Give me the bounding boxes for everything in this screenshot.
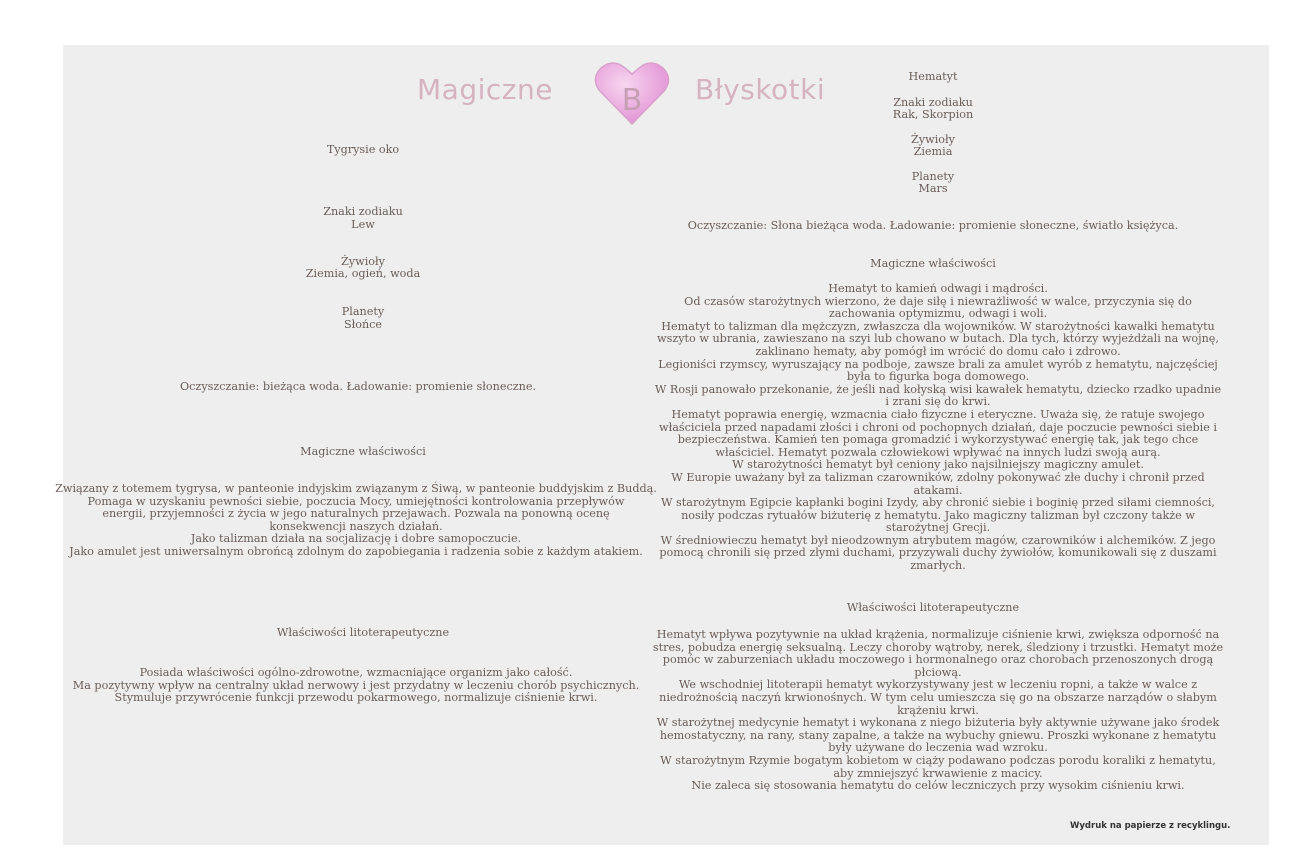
left-planets-label: Planety: [341, 305, 385, 318]
right-magic-text: Hematyt to kamień odwagi i mądrości. Od czasów starożytnych wierzono, że daje siłę i niewrażliwość w walce, przyczynia się do zachowania optymizmu, odwagi i woli. Hematyt to talizman dla mężczyzn, zwłaszcza dla wojowników. W starożytności kawałki hematytu wszyto w ubrania, zawieszano na szyi lub chowano w butach. Dla tych, którzy wyjeżdżali na wojnę, zaklinano hematy, aby pomógł im wrócić do domu cało i zdrowo. Legioniści rzymscy, wyruszający na podboje, zawsze brali za amulet wyrób z hematytu, najczęściej była to figurka boga domowego. W Rosji panowało przekonanie, że jeśli nad kołyską wisi kawałek hematytu, dziecko rzadko upadnie i zrani się do krwi. Hematyt poprawia energię, wzmacnia ciało fizyczne i eteryczne. Uważa się, że ratuje swojego właściciela przed napadami złości i chroni od pochopnych działań, daje poczucie pewności siebie i bezpieczeństwa. Kamień ten pomaga gromadzić i wykorzystywać energię tak, jak tego chce właściciel. Hematyt pozwala człowiekowi wpływać na innych ludzi swoją aurą. W starożytności hematyt był ceniony jako najsilniejszy magiczny amulet. W Europie uważany był za talizman czarowników, zdolny pokonywać złe duchy i chronił przed atakami. W starożytnym Egipcie kapłanki bogini Izydy, aby chronić siebie i boginię przed siłami ciemności, nosiły podczas rytuałów biżuterię z hematytu. Jako magiczny talizman był czczony także w starożytnej Grecji. W średniowieczu hematyt był nieodzownym atrybutem magów, czarowników i alchemików. Z jego pomocą chronili się przed złymi duchami, przyzywali duchy żywiołów, komunikowali się z duszami zmarłych.: [654, 282, 1222, 573]
right-elements-value: Ziemia: [913, 145, 953, 158]
right-stone-name: Hematyt: [908, 70, 958, 83]
left-cleansing-line: Oczyszczanie: bieżąca woda. Ładowanie: promienie słoneczne.: [179, 380, 537, 393]
heart-letter: B: [621, 83, 643, 118]
left-elements-label: Żywioły: [341, 255, 385, 268]
right-zodiac-value: Rak, Skorpion: [892, 108, 974, 121]
logo-word-right: Błyskotki: [695, 73, 826, 106]
paper-sheet: [55, 45, 1269, 845]
left-zodiac-value: Lew: [351, 218, 375, 231]
left-stone-name: Tygrysie oko: [326, 143, 400, 156]
right-elements-label: Żywioły: [911, 133, 955, 146]
left-litho-text: Posiada właściwości ogólno-zdrowotne, wzmacniające organizm jako całość. Ma pozytywny wpływ na centralny układ nerwowy i jest przydatny w leczeniu chorób psychicznych. Stymuluje przywrócenie funkcji przewodu pokarmowego, normalizuje ciśnienie krwi.: [72, 666, 640, 705]
right-litho-title: Właściwości litoterapeutyczne: [846, 601, 1020, 614]
right-planets-label: Planety: [911, 170, 955, 183]
left-zodiac-label: Znaki zodiaku: [323, 205, 403, 218]
recycled-paper-note: Wydruk na papierze z recyklingu.: [1070, 821, 1231, 831]
logo-word-left: Magiczne: [417, 73, 553, 106]
left-elements-value: Ziemia, ogień, woda: [305, 267, 421, 280]
right-cleansing-line: Oczyszczanie: Słona bieżąca woda. Ładowanie: promienie słoneczne, światło księżyca.: [687, 219, 1179, 232]
left-planets-value: Słońce: [343, 318, 383, 331]
right-planets-value: Mars: [918, 182, 948, 195]
left-magic-text: Związany z totemem tygrysa, w panteonie indyjskim związanym z Śiwą, w panteonie buddyjskim z Buddą. Pomaga w uzyskaniu pewności siebie, poczucia Mocy, umiejętności kontrolowania przepływów energii, przyjemności z życia w jego naturalnych przejawach. Pozwala na ponowną ocenę konsekwencji naszych działań. Jako talizman działa na socjalizację i dobre samopoczucie. Jako amulet jest uniwersalnym obrońcą zdolnym do zapobiegania i radzenia sobie z każdym atakiem.: [55, 482, 657, 558]
right-zodiac-label: Znaki zodiaku: [893, 96, 973, 109]
right-litho-text: Hematyt wpływa pozytywnie na układ krążenia, normalizuje ciśnienie krwi, zwiększa odporność na stres, pobudza energię seksualną. Leczy choroby wątroby, nerek, śledziony i trzustki. Hematyt może pomóc w zaburzeniach układu moczowego i hormonalnego oraz chorobach przenoszonych drogą płciową. We wschodniej litoterapii hematyt wykorzystywany jest w leczeniu ropni, a także w walce z niedrożnością naczyń krwionośnych. W tym celu umieszcza się go na obszarze narządów o słabym krążeniu krwi. W starożytnej medycynie hematyt i wykonana z niego biżuteria były aktywnie używane jako środek hemostatyczny, na rany, stany zapalne, a także na wybuchy gniewu. Proszki wykonane z hematytu były używane do leczenia wad wzroku. W starożytnym Rzymie bogatym kobietom w ciąży podawano podczas porodu koraliki z hematytu, aby zmniejszyć krwawienie z macicy. Nie zaleca się stosowania hematytu do celów leczniczych przy wysokim ciśnieniu krwi.: [652, 628, 1224, 793]
right-magic-title: Magiczne właściwości: [870, 257, 996, 270]
heart-logo-icon: [593, 60, 671, 128]
left-magic-title: Magiczne właściwości: [300, 445, 426, 458]
left-litho-title: Właściwości litoterapeutyczne: [276, 626, 450, 639]
